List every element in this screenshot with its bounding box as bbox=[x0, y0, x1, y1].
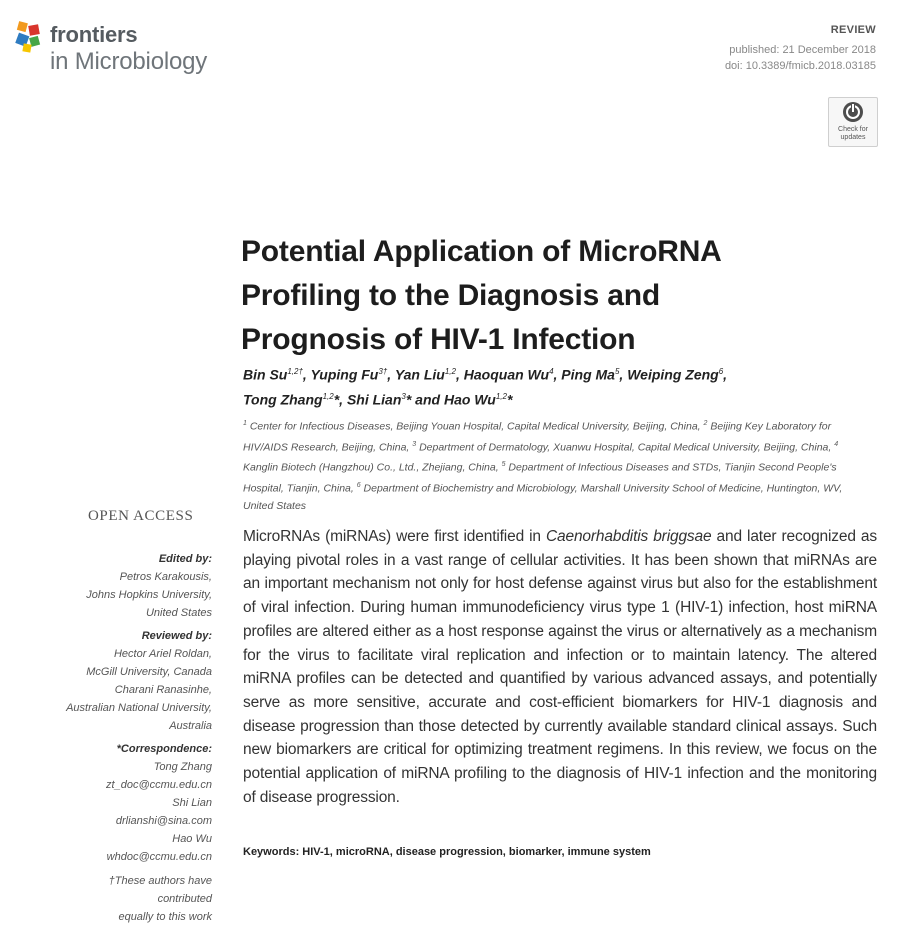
author-name[interactable]: Yuping Fu bbox=[310, 366, 379, 383]
author-affiliation-marker: 1,2 bbox=[444, 367, 456, 376]
author-affiliation-marker: 6 bbox=[718, 367, 724, 376]
sidebar-line: Shi Lian bbox=[172, 797, 212, 809]
sidebar-section bbox=[60, 628, 212, 735]
affiliation-marker: 2 bbox=[703, 420, 708, 427]
sidebar-line: McGill University, Canada bbox=[86, 666, 212, 678]
corresponding-marker: * bbox=[333, 391, 340, 408]
sidebar bbox=[60, 508, 212, 926]
author-name[interactable]: Yan Liu bbox=[394, 366, 445, 383]
check-for-updates-button[interactable] bbox=[828, 97, 878, 147]
sidebar-line: United States bbox=[145, 607, 212, 619]
sidebar-section bbox=[60, 551, 212, 622]
affiliation-marker: 4 bbox=[834, 440, 839, 448]
title-line: Prognosis of HIV-1 Infection bbox=[241, 323, 636, 356]
sidebar-line: Hao Wu bbox=[172, 833, 212, 845]
journal-brand: frontiers bbox=[50, 22, 138, 47]
species-name: Caenorhabditis briggsae bbox=[545, 528, 712, 545]
doi-link[interactable]: doi: 10.3389/fmicb.2018.03185 bbox=[724, 60, 876, 72]
publication-date: published: 21 December 2018 bbox=[729, 44, 876, 56]
affiliation-marker: 5 bbox=[501, 461, 506, 469]
journal-field: in Microbiology bbox=[50, 48, 208, 75]
sidebar-sections bbox=[60, 551, 212, 926]
author-name[interactable]: Bin Su bbox=[243, 366, 288, 383]
author-affiliation-marker: 1,2 bbox=[322, 391, 334, 401]
affiliation-marker: 6 bbox=[356, 482, 361, 490]
author-affiliation-marker: 1,2† bbox=[287, 367, 303, 376]
sidebar-heading: *Correspondence: bbox=[116, 743, 212, 755]
affiliation-text: Department of Infectious Diseases and STDs, Tianjin Second People's Hospital, Tianjin, China, bbox=[243, 461, 837, 495]
author-name[interactable]: Ping Ma bbox=[561, 366, 615, 383]
author-affiliation-marker: 1,2 bbox=[495, 391, 507, 401]
sidebar-heading: Reviewed by: bbox=[141, 630, 212, 642]
article-type-label: REVIEW bbox=[830, 24, 876, 36]
sidebar-line: Petros Karakousis, bbox=[119, 571, 212, 583]
affiliation-text: Beijing Key Laboratory for HIV/AIDS Research, Beijing, China, bbox=[243, 420, 832, 454]
check-updates-icon bbox=[842, 101, 864, 123]
sidebar-line: equally to this work bbox=[118, 911, 212, 923]
sidebar-line: Johns Hopkins University, bbox=[86, 589, 212, 601]
sidebar-section bbox=[60, 872, 212, 926]
sidebar-line: Australia bbox=[169, 720, 212, 732]
sidebar-line: †These authors have contributed bbox=[108, 875, 212, 905]
author-name[interactable]: Weiping Zeng bbox=[627, 366, 719, 383]
sidebar-line: Charani Ranasinhe, bbox=[114, 684, 212, 696]
article-title bbox=[241, 230, 861, 362]
abstract: MicroRNAs (miRNAs) were first identified in Caenorhabditis briggsae and later recognized as playing pivotal roles in a vast range of cellular activities. It has been shown that miRNAs are an important mechanism not only for host defense against virus but also for the establishment of viral infection. During human immunodeficiency virus type 1 (HIV-1) infection, host miRNA profiles are altered either as a host response against the virus or alternatively as a mechanism for the virus to facilitate viral replication and infection or to maintain latency. The altered miRNA profiles can be detected and quantified by various advanced assays, and potentially serve as more sensitive, accurate and cost-efficient biomarkers for HIV-1 diagnosis and disease progression than those detected by currently available standard clinical assays. Such new biomarkers are critical for optimizing treatment regimens. In this review, we focus on the potential application of miRNA profiling to the diagnosis of HIV-1 infection and the monitoring of disease progression. bbox=[243, 528, 877, 806]
sidebar-section bbox=[60, 741, 212, 866]
author-name[interactable]: Shi Lian bbox=[346, 391, 402, 408]
affiliations bbox=[243, 415, 855, 515]
frontiers-logo-icon bbox=[14, 20, 48, 54]
corresponding-marker: * bbox=[405, 391, 412, 408]
author-affiliation-marker: 4 bbox=[549, 367, 554, 376]
email-link[interactable]: zt_doc@ccmu.edu.cn bbox=[106, 779, 212, 791]
affiliation-text: Department of Dermatology, Xuanwu Hospital, Capital Medical University, Beijing, China, bbox=[416, 441, 835, 454]
author-name[interactable]: Haoquan Wu bbox=[463, 366, 550, 383]
affiliation-text: Center for Infectious Diseases, Beijing Youan Hospital, Capital Medical University, Beijing, China, bbox=[246, 420, 704, 433]
author-affiliation-marker: 3† bbox=[378, 367, 388, 376]
affiliation-text: Kanglin Biotech (Hangzhou) Co., Ltd., Zhejiang, China, bbox=[243, 461, 502, 474]
keywords: Keywords: HIV-1, microRNA, disease progression, biomarker, immune system bbox=[243, 846, 651, 858]
title-line: Potential Application of MicroRNA bbox=[241, 235, 722, 268]
email-link[interactable]: drlianshi@sina.com bbox=[115, 815, 212, 827]
sidebar-line: Australian National University, bbox=[66, 702, 212, 714]
check-updates-label: Check for updates bbox=[838, 126, 868, 141]
author-list: Bin $Su^{1,2\dagger}$, Yuping $Fu^{3\dagger}$, Yan Liu$^{1,2}$, Haoquan Wu$^4$, Ping Ma$^5$, Weiping Zeng$^6$, Tong Zhang$^{1,2}$*, Shi Lian$^3$* and Hao Wu$^{1,2}$* bbox=[243, 366, 728, 408]
open-access-label: OPEN ACCESS bbox=[88, 508, 194, 524]
affiliation-marker: 1 bbox=[243, 420, 247, 427]
title-line: Profiling to the Diagnosis and bbox=[241, 279, 661, 312]
author-name[interactable]: Tong Zhang bbox=[243, 391, 323, 408]
author-affiliation-marker: 3 bbox=[401, 391, 406, 401]
journal-logo bbox=[14, 20, 234, 80]
affiliation-marker: 3 bbox=[412, 440, 417, 448]
corresponding-marker: * bbox=[506, 391, 513, 408]
sidebar-line: Tong Zhang bbox=[153, 761, 212, 773]
sidebar-line: Hector Ariel Roldan, bbox=[113, 648, 212, 660]
author-name[interactable]: Hao Wu bbox=[443, 391, 496, 408]
affiliation-text: Department of Biochemistry and Microbiology, Marshall University School of Medicine, Huntington, WV, United States bbox=[243, 482, 843, 512]
email-link[interactable]: whdoc@ccmu.edu.cn bbox=[106, 851, 212, 863]
sidebar-heading: Edited by: bbox=[158, 553, 212, 565]
author-affiliation-marker: 5 bbox=[614, 367, 620, 376]
